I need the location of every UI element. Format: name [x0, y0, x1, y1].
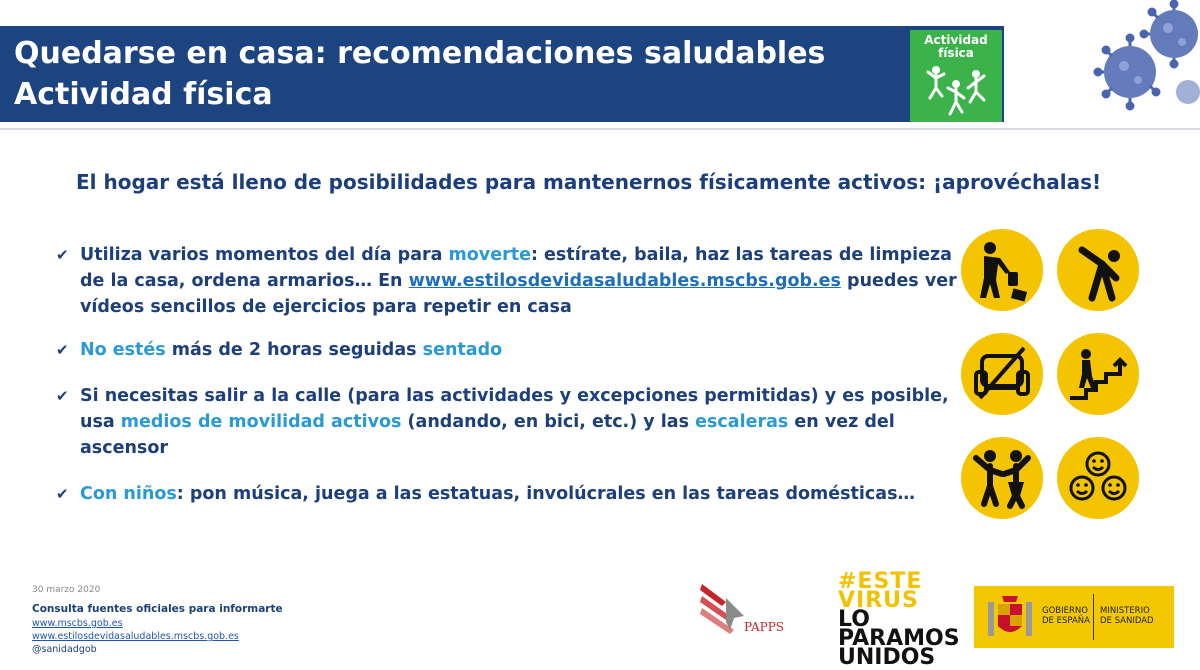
top-margin	[0, 0, 1200, 26]
footer-title: Consulta fuentes oficiales para informarte	[32, 603, 283, 615]
children-exercising-icon	[922, 62, 990, 118]
list-item	[56, 242, 956, 322]
list-item	[56, 383, 956, 463]
no-sitting-armchair-icon	[960, 332, 1044, 416]
checkmark-icon: ✔	[56, 485, 69, 503]
campaign-logo: #ESTE VIRUS LO PARAMOS UNIDOS	[838, 569, 960, 670]
gov-label: GOBIERNO DE ESPAÑA	[1042, 606, 1090, 626]
list-item	[56, 337, 956, 363]
checkmark-icon: ✔	[56, 246, 69, 264]
bullet-text: Si necesitas salir a la calle (para las actividades y excepciones permitidas) y es posible, usa medios de movilidad activos (andando, en bici, etc.) y las escaleras en vez del ascensor	[80, 386, 949, 458]
government-logo	[974, 586, 1174, 648]
headline: El hogar está lleno de posibilidades para mantenernos físicamente activos: ¡aprovéchalas!	[76, 170, 1102, 194]
badge-label-line1: Actividad	[924, 33, 988, 47]
stretching-icon	[1056, 228, 1140, 312]
bullet-text: Utiliza varios momentos del día para moverte: estírate, baila, haz las tareas de limpieza de la casa, ordena armarios… En www.estilosdevidasaludables.mscbs.gob.es puedes ver vídeos sencillos de ejercicios para repetir en casa	[80, 245, 957, 317]
checkmark-icon: ✔	[56, 387, 69, 405]
dancing-couple-icon	[960, 436, 1044, 520]
cleaning-icon	[960, 228, 1044, 312]
badge-label-line2: física	[938, 46, 974, 60]
header-divider	[0, 128, 1200, 130]
estilosdevida-footer-link[interactable]: www.estilosdevidasaludables.mscbs.gob.es	[32, 631, 239, 642]
date: 30 marzo 2020	[32, 585, 101, 595]
activity-badge	[910, 30, 1002, 122]
highlight-moverte: moverte	[448, 245, 531, 265]
children-faces-icon	[1056, 436, 1140, 520]
papps-label: PAPPS	[744, 620, 785, 634]
estilosdevida-link[interactable]: www.estilosdevidasaludables.mscbs.gob.es	[408, 271, 841, 291]
coat-of-arms-icon	[984, 592, 1036, 642]
twitter-handle: @sanidadgob	[32, 644, 97, 655]
climbing-stairs-icon	[1056, 332, 1140, 416]
title-bar	[0, 26, 1004, 122]
virus-illustration	[1088, 0, 1200, 122]
ministry-label: MINISTERIO DE SANIDAD	[1100, 606, 1154, 626]
bullet-text: Con niños: pon música, juega a las estatuas, involúcrales en las tareas domésticas…	[80, 484, 916, 504]
list-item	[56, 481, 956, 507]
bullet-text: No estés más de 2 horas seguidas sentado	[80, 340, 503, 360]
page-subtitle: Actividad física	[14, 77, 273, 112]
mscbs-link[interactable]: www.mscbs.gob.es	[32, 618, 123, 629]
page-title: Quedarse en casa: recomendaciones saludables	[14, 36, 826, 71]
gov-divider	[1093, 594, 1094, 640]
checkmark-icon: ✔	[56, 341, 69, 359]
